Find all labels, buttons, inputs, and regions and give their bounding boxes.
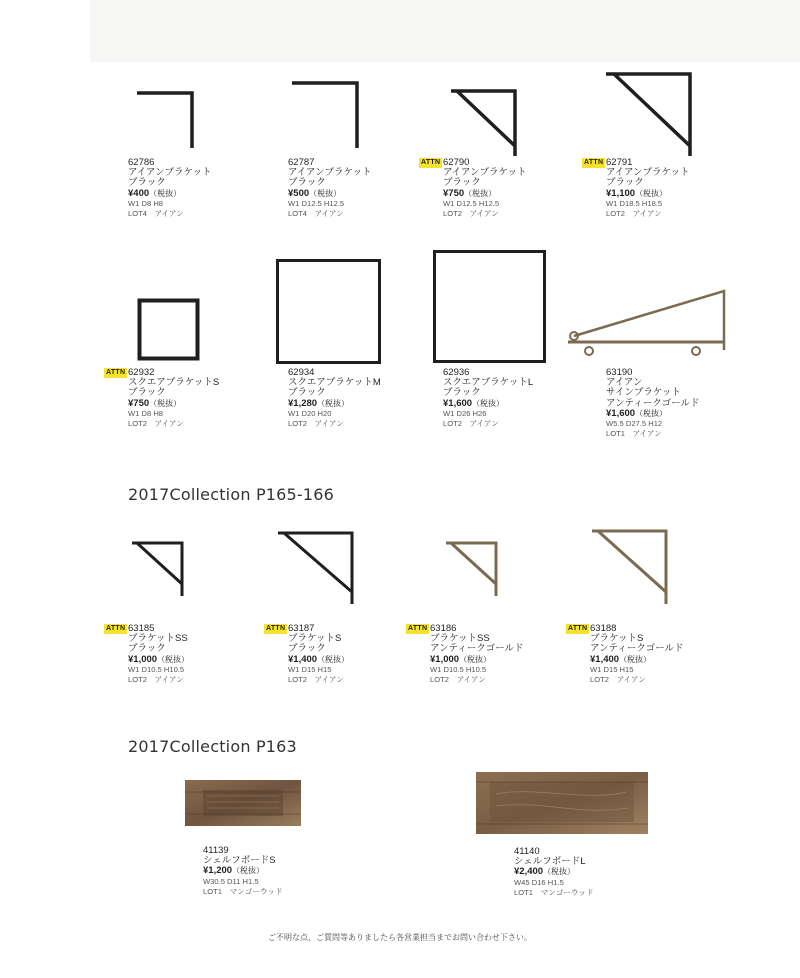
product-color: ブラック: [443, 177, 481, 189]
product-lot: LOT2 アイアン: [606, 209, 662, 219]
attn-badge: ATTN: [106, 625, 126, 632]
product-lot: LOT1 マンゴーウッド: [203, 886, 283, 896]
product-code: 62936: [443, 367, 470, 378]
product-color: ブラック: [288, 177, 326, 189]
section-title: 2017Collection P163: [128, 737, 297, 756]
attn-badge: ATTN: [106, 369, 126, 376]
product-name: アイアンブラケット: [443, 167, 527, 179]
product-lot: LOT2 アイアン: [430, 675, 486, 685]
square-bracket-image: [433, 250, 547, 364]
product-name: アイアン: [606, 377, 643, 389]
product-price: ¥1,400（税抜）: [288, 653, 350, 665]
attn-badge: ATTN: [584, 159, 604, 166]
product-price: ¥500（税抜）: [288, 187, 342, 199]
l-bracket-image: [136, 90, 196, 152]
product-name: スクエアブラケットL: [443, 377, 534, 389]
product-code: 62790: [443, 157, 470, 168]
product-lot: LOT2 アイアン: [443, 419, 499, 429]
triangle-bracket-image: [592, 528, 672, 606]
product-dimensions: W1 D10.5 H10.5: [430, 664, 487, 674]
product-price: ¥1,280（税抜）: [288, 397, 350, 409]
product-dimensions: W1 D15 H15: [590, 664, 634, 674]
product-color: ブラック: [443, 387, 481, 399]
attn-badge: ATTN: [421, 159, 441, 166]
product-code: 63190: [606, 367, 633, 378]
product-dimensions: W1 D15 H15: [288, 664, 332, 674]
product-color: ブラック: [128, 177, 166, 189]
product-code: 62934: [288, 367, 315, 378]
product-code: 41139: [203, 845, 229, 856]
attn-badge: ATTN: [266, 625, 286, 632]
product-color: アンティークゴールド: [590, 643, 684, 655]
product-color: ブラック: [128, 387, 166, 399]
attn-badge: ATTN: [408, 625, 428, 632]
shelf-board-image: [185, 780, 303, 828]
product-lot: LOT2 アイアン: [590, 675, 646, 685]
product-name-2: サインブラケット: [606, 387, 681, 399]
square-bracket-image: [276, 259, 382, 365]
product-price: ¥2,400（税抜）: [514, 866, 576, 878]
attn-badge: ATTN: [568, 625, 588, 632]
product-color: アンティークゴールド: [430, 643, 524, 655]
triangle-bracket-image: [451, 88, 519, 158]
product-name: アイアンブラケット: [606, 167, 690, 179]
product-lot: LOT1 アイアン: [606, 429, 662, 439]
product-code: 63185: [128, 623, 155, 634]
product-name: ブラケットSS: [128, 633, 188, 645]
product-code: 62786: [128, 157, 155, 168]
product-dimensions: W1 D8 H8: [128, 198, 164, 208]
product-name: アイアンブラケット: [128, 167, 212, 179]
product-name: ブラケットS: [288, 633, 342, 645]
product-price: ¥1,600（税抜）: [606, 407, 668, 419]
product-price: ¥750（税抜）: [443, 187, 497, 199]
product-price: ¥1,600（税抜）: [443, 397, 505, 409]
shelf-board-image: [476, 772, 650, 836]
product-code: 63187: [288, 623, 315, 634]
product-code: 62787: [288, 157, 315, 168]
product-color: ブラック: [128, 643, 166, 655]
product-color: アンティークゴールド: [606, 397, 700, 409]
product-lot: LOT4 アイアン: [128, 209, 184, 219]
product-code: 41140: [514, 846, 540, 857]
triangle-bracket-image: [606, 70, 696, 158]
product-name: アイアンブラケット: [288, 167, 372, 179]
product-dimensions: W45 D16 H1.5: [514, 877, 564, 887]
product-name: ブラケットSS: [430, 633, 490, 645]
triangle-bracket-image: [132, 540, 186, 598]
product-price: ¥1,400（税抜）: [590, 653, 652, 665]
product-lot: LOT2 アイアン: [128, 419, 184, 429]
product-price: ¥400（税抜）: [128, 187, 182, 199]
product-code: 63188: [590, 623, 617, 634]
product-lot: LOT2 アイアン: [288, 419, 344, 429]
product-color: ブラック: [288, 643, 326, 655]
product-name: シェルフボードL: [514, 856, 586, 868]
product-dimensions: W1 D18.5 H18.5: [606, 198, 663, 208]
product-name: シェルフボードS: [203, 855, 276, 867]
product-dimensions: W30.5 D11 H1.5: [203, 876, 259, 886]
product-dimensions: W5.5 D27.5 H12: [606, 419, 663, 429]
product-color: ブラック: [288, 387, 326, 399]
triangle-bracket-image: [278, 530, 358, 606]
product-dimensions: W1 D26 H26: [443, 408, 487, 418]
product-name: ブラケットS: [590, 633, 644, 645]
product-price: ¥1,000（税抜）: [128, 653, 190, 665]
product-lot: LOT2 アイアン: [443, 209, 499, 219]
product-code: 62932: [128, 367, 155, 378]
product-lot: LOT2 アイアン: [288, 675, 344, 685]
l-bracket-image: [291, 80, 361, 152]
product-code: 62791: [606, 157, 633, 168]
product-dimensions: W1 D10.5 H10.5: [128, 664, 185, 674]
product-lot: LOT2 アイアン: [128, 675, 184, 685]
product-dimensions: W1 D20 H20: [288, 408, 332, 418]
footer-note: ご不明な点、ご質問等ありましたら各営業担当までお問い合わせ下さい。: [268, 933, 532, 942]
header-band: [90, 0, 800, 62]
product-price: ¥1,000（税抜）: [430, 653, 492, 665]
product-price: ¥1,200（税抜）: [203, 865, 265, 877]
product-lot: LOT4 アイアン: [288, 209, 344, 219]
product-price: ¥1,100（税抜）: [606, 187, 668, 199]
triangle-bracket-image: [446, 540, 502, 598]
product-name: スクエアブラケットS: [128, 377, 220, 389]
product-code: 63186: [430, 623, 457, 634]
product-dimensions: W1 D8 H8: [128, 408, 164, 418]
product-lot: LOT1 マンゴーウッド: [514, 887, 594, 897]
sign-bracket-image: [564, 288, 734, 358]
product-price: ¥750（税抜）: [128, 397, 182, 409]
section-title: 2017Collection P165-166: [128, 485, 335, 504]
product-dimensions: W1 D12.5 H12.5: [443, 198, 500, 208]
square-bracket-image: [137, 298, 201, 362]
product-color: ブラック: [606, 177, 644, 189]
product-name: スクエアブラケットM: [288, 377, 381, 389]
product-dimensions: W1 D12.5 H12.5: [288, 198, 345, 208]
